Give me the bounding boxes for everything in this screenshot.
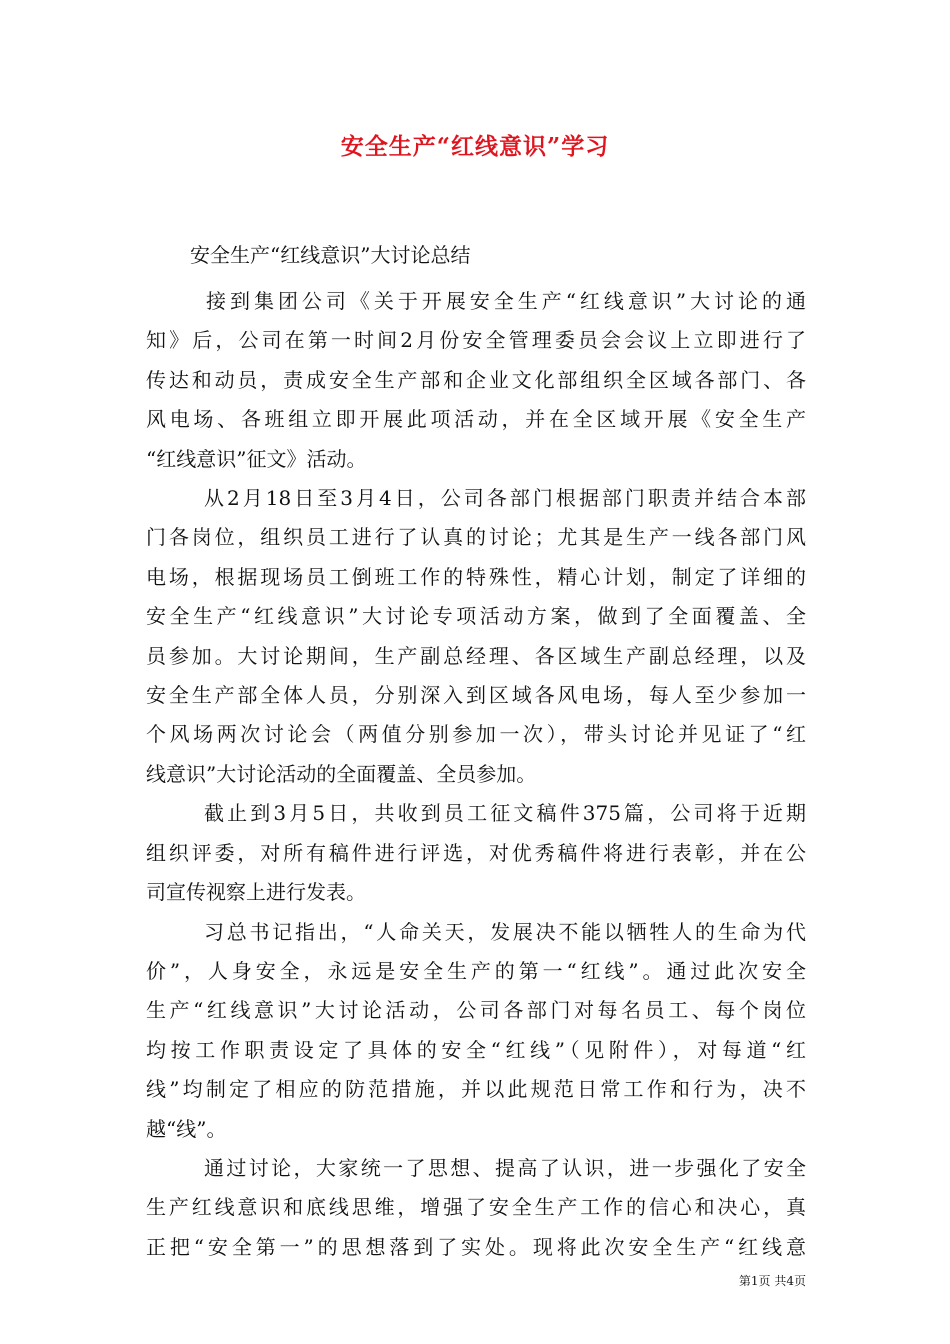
text-line: 知》后，公司在第一时间2月份安全管理委员会会议上立即进行了 xyxy=(146,328,806,353)
document-body xyxy=(146,282,806,1267)
text-line: 组织评委，对所有稿件进行评选，对优秀稿件将进行表彰，并在公 xyxy=(146,840,806,865)
text-line: 截止到3月5日，共收到员工征文稿件375篇，公司将于近期 xyxy=(204,801,806,826)
document-title: 安全生产“红线意识”学习 xyxy=(340,133,610,160)
paragraph xyxy=(146,282,806,479)
paragraph xyxy=(146,913,806,1149)
text-line: 接到集团公司《关于开展安全生产“红线意识”大讨论的通 xyxy=(206,289,806,313)
paragraph xyxy=(146,479,806,794)
text-line: 正把“安全第一”的思想落到了实处。现将此次安全生产“红线意 xyxy=(146,1234,806,1259)
text-line: 线”均制定了相应的防范措施，并以此规范日常工作和行为，决不 xyxy=(146,1077,806,1102)
text-line: 风电场、各班组立即开展此项活动，并在全区域开展《安全生产 xyxy=(146,407,806,432)
text-line: 价”，人身安全，永远是安全生产的第一“红线”。通过此次安全 xyxy=(146,958,806,983)
text-line: 线意识”大讨论活动的全面覆盖、全员参加。 xyxy=(146,761,537,786)
paragraph xyxy=(146,794,806,912)
text-line: 越“线”。 xyxy=(146,1116,227,1141)
text-line: 生产“红线意识”大讨论活动，公司各部门对每名员工、每个岗位 xyxy=(146,998,806,1023)
text-line: 习总书记指出，“人命关天，发展决不能以牺牲人的生命为代 xyxy=(204,919,806,944)
text-line: 门各岗位，组织员工进行了认真的讨论；尤其是生产一线各部门风 xyxy=(146,525,806,550)
text-line: 电场，根据现场员工倒班工作的特殊性，精心计划，制定了详细的 xyxy=(146,564,806,589)
text-line: 个风场两次讨论会（两值分别参加一次），带头讨论并见证了“红 xyxy=(146,722,806,747)
document-subtitle: 安全生产“红线意识”大讨论总结 xyxy=(190,243,471,267)
text-line: 传达和动员，责成安全生产部和企业文化部组织全区域各部门、各 xyxy=(146,367,806,392)
text-line: 安全生产“红线意识”大讨论专项活动方案，做到了全面覆盖、全 xyxy=(146,604,806,629)
text-line: 从2月18日至3月4日，公司各部门根据部门职责并结合本部 xyxy=(204,486,806,511)
text-line: 通过讨论，大家统一了思想、提高了认识，进一步强化了安全 xyxy=(204,1155,806,1180)
text-line: 安全生产部全体人员，分别深入到区域各风电场，每人至少参加一 xyxy=(146,683,806,708)
page-number-footer: 第1页 共4页 xyxy=(738,1274,806,1288)
text-line: 生产红线意识和底线思维，增强了安全生产工作的信心和决心，真 xyxy=(146,1195,806,1220)
text-line: “红线意识”征文》活动。 xyxy=(146,446,367,471)
paragraph xyxy=(146,1149,806,1267)
text-line: 均按工作职责设定了具体的安全“红线”（见附件），对每道“红 xyxy=(146,1037,806,1062)
text-line: 司宣传视察上进行发表。 xyxy=(146,880,366,905)
text-line: 员参加。大讨论期间，生产副总经理、各区域生产副总经理，以及 xyxy=(146,643,806,668)
